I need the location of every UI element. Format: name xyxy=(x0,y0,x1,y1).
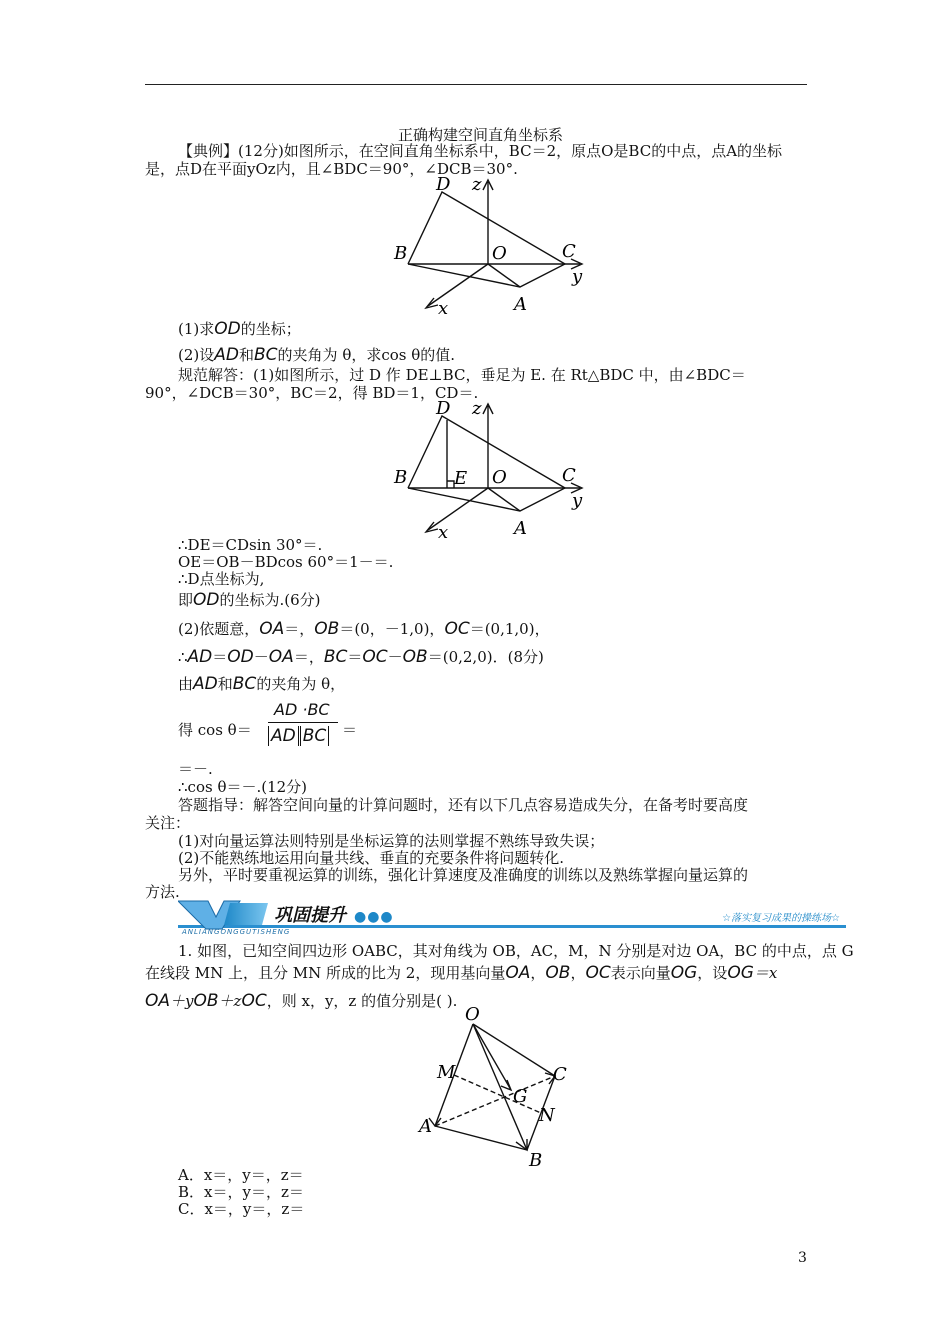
fig3-label-C: C xyxy=(553,1064,567,1085)
guide-line-1: 答题指导：解答空间向量的计算问题时，还有以下几点容易造成失分，在备考时要高度 xyxy=(178,796,749,814)
fig2-label-B: B xyxy=(394,467,408,488)
guide-line-2: 关注： xyxy=(145,814,191,832)
fig2-label-y: y xyxy=(572,490,583,511)
fig1-label-x: x xyxy=(438,298,449,317)
guide-line-3: (1)对向量运算法则特别是坐标运算的法则掌握不熟练导致失误； xyxy=(178,832,605,850)
page-title: 正确构建空间直角坐标系 xyxy=(398,126,564,144)
solution-line-1: 规范解答：(1)如图所示，过 D 作 DE⊥BC，垂足为 E. 在 Rt△BDC 中，由∠BDC＝ xyxy=(178,366,746,384)
banner-title: 巩固提升 xyxy=(274,905,346,926)
page-number: 3 xyxy=(798,1250,807,1266)
solution-line-7: (2)依题意，OA＝，OB＝(0，－1,0)，OC＝(0,1,0)， xyxy=(178,619,550,639)
fig3-label-A: A xyxy=(419,1116,432,1137)
solution-line-8: ∴AD＝OD－OA＝，BC＝OC－OB＝(0,2,0)．(8分) xyxy=(178,647,544,667)
option-c: C．x＝，y＝，z＝ xyxy=(178,1200,305,1218)
banner-slogan: ☆落实复习成果的操练场☆ xyxy=(722,913,840,924)
header-rule xyxy=(145,84,807,85)
fraction-numerator: AD ·BC xyxy=(274,700,330,719)
question-2: (2)设AD和BC的夹角为 θ，求cos θ的值. xyxy=(178,345,456,365)
fig2-label-x: x xyxy=(438,522,449,541)
fig3-label-B: B xyxy=(529,1150,543,1171)
fig3-label-N: N xyxy=(539,1105,555,1126)
fig1-label-O: O xyxy=(492,243,507,264)
solution-line-6: 即OD的坐标为.(6分) xyxy=(178,590,321,610)
figure-1-coordinate-diagram xyxy=(390,172,600,317)
fig1-label-A: A xyxy=(514,294,527,315)
guide-line-6: 方法. xyxy=(145,883,180,901)
fig2-label-O: O xyxy=(492,467,507,488)
fraction-denominator: AD BC xyxy=(268,726,329,746)
fig2-label-C: C xyxy=(562,465,576,486)
cos-formula-prefix: 得 cos θ＝ xyxy=(178,721,252,739)
solution-line-9: 由AD和BC的夹角为 θ， xyxy=(178,674,346,694)
banner-dots: ●●● xyxy=(354,909,394,925)
exercise-line-1: 1. 如图，已知空间四边形 OABC，其对角线为 OB，AC，M，N 分别是对边 OA，BC 的中点，点 G xyxy=(178,942,854,960)
fig2-label-E: E xyxy=(454,468,468,489)
fig3-label-O: O xyxy=(465,1004,480,1025)
option-a: A．x＝，y＝，z＝ xyxy=(178,1166,304,1184)
section-banner xyxy=(178,895,846,937)
exercise-line-2: 在线段 MN 上，且分 MN 所成的比为 2，现用基向量OA，OB，OC表示向量OG，设OG＝x xyxy=(145,963,778,983)
solution-line-11: ＝－. xyxy=(178,760,213,778)
fraction-bar xyxy=(268,722,338,723)
fig2-label-z: z xyxy=(472,398,482,419)
solution-line-4: OE＝OB－BDcos 60°＝1－＝. xyxy=(178,553,394,571)
banner-pinyin: ANLIANGONGGUTISHENG xyxy=(182,928,291,936)
fig1-label-D: D xyxy=(436,174,451,195)
cos-formula-equals: ＝ xyxy=(342,721,358,739)
guide-line-4: (2)不能熟练地运用向量共线、垂直的充要条件将问题转化. xyxy=(178,849,565,867)
exercise-line-3: OA＋yOB＋zOC，则 x，y，z 的值分别是( ). xyxy=(145,991,458,1011)
fig3-label-M: M xyxy=(437,1062,456,1083)
question-1: (1)求OD的坐标； xyxy=(178,319,301,339)
figure-2-coordinate-diagram xyxy=(390,396,600,541)
solution-line-3: ∴DE＝CDsin 30°＝. xyxy=(178,536,323,554)
fig1-label-z: z xyxy=(472,174,482,195)
fig1-label-C: C xyxy=(562,241,576,262)
option-b: B．x＝，y＝，z＝ xyxy=(178,1183,304,1201)
fig2-label-A: A xyxy=(514,518,527,539)
fig3-label-G: G xyxy=(513,1086,528,1107)
solution-line-2: 90°，∠DCB＝30°，BC＝2，得 BD＝1，CD＝. xyxy=(145,384,479,402)
example-line-2: 是，点D在平面yOz内，且∠BDC＝90°，∠DCB＝30°. xyxy=(145,160,518,178)
solution-line-5: ∴D点坐标为, xyxy=(178,570,265,588)
example-line-1: 【典例】(12分)如图所示，在空间直角坐标系中，BC＝2，原点O是BC的中点，点A的坐标 xyxy=(178,142,783,160)
cos-fraction xyxy=(268,700,340,758)
fig1-label-y: y xyxy=(572,266,583,287)
figure-3-tetrahedron-diagram xyxy=(415,1004,585,1172)
fig1-label-B: B xyxy=(394,243,408,264)
guide-line-5: 另外，平时要重视运算的训练，强化计算速度及准确度的训练以及熟练掌握向量运算的 xyxy=(178,866,749,884)
fig2-label-D: D xyxy=(436,398,451,419)
solution-line-12: ∴cos θ＝－.(12分) xyxy=(178,778,308,796)
